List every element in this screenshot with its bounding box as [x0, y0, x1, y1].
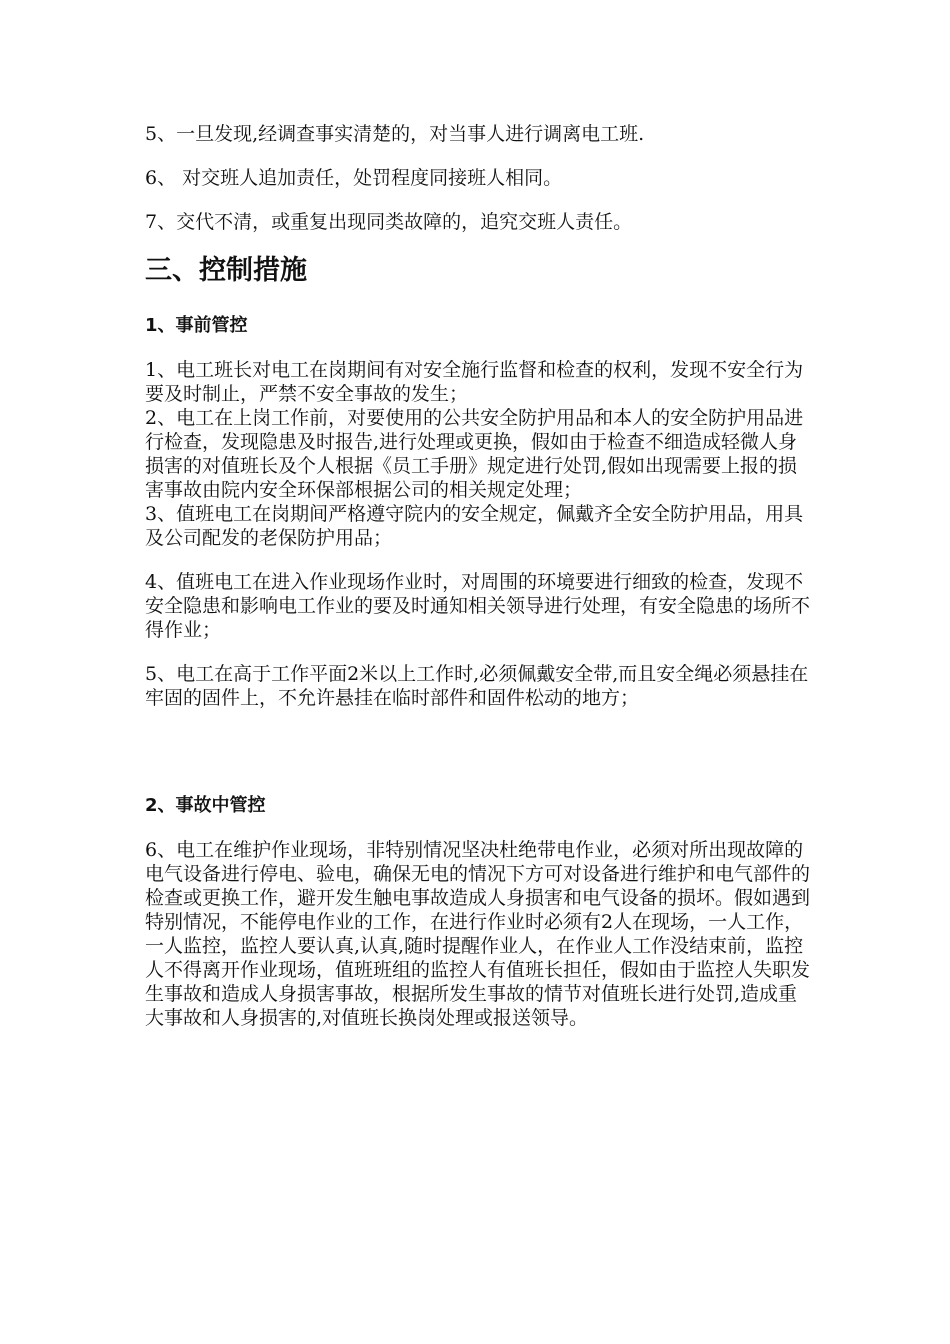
section-title: 三、控制措施: [145, 255, 307, 286]
paragraph: 5、电工在高于工作平面2米以上工作时,必须佩戴安全带,而且安全绳必须悬挂在牢固的固件上，不允许悬挂在临时部件和固件松动的地方；: [145, 663, 809, 709]
paragraph: 4、值班电工在进入作业现场作业时，对周围的环境要进行细致的检查，发现不安全隐患和影响电工作业的要及时通知相关领导进行处理，有安全隐患的场所不得作业；: [145, 571, 811, 641]
document-body: [145, 122, 810, 1030]
subsection-title-in-accident-control: 2、事故中管控: [145, 795, 266, 816]
paragraph: 1、电工班长对电工在岗期间有对安全施行监督和检查的权利，发现不安全行为要及时制止，严禁不安全事故的发生；: [145, 359, 804, 405]
paragraph: 2、电工在上岗工作前，对要使用的公共安全防护用品和本人的安全防护用品进行检查，发现隐患及时报告,进行处理或更换，假如由于检查不细造成轻微人身损害的对值班长及个人根据《员工手册》规定进行处罚,假如出现需要上报的损害事故由院内安全环保部根据公司的相关规定处理；: [145, 407, 804, 501]
list-item: 5、一旦发现,经调查事实清楚的，对当事人进行调离电工班.: [145, 123, 645, 145]
paragraph: 3、值班电工在岗期间严格遵守院内的安全规定，佩戴齐全安全防护用品，用具及公司配发的老保防护用品；: [145, 503, 804, 549]
list-item: 7、交代不清，或重复出现同类故障的，追究交班人责任。: [145, 211, 633, 233]
list-item: 6、 对交班人追加责任，处罚程度同接班人相同。: [145, 167, 563, 189]
subsection-title-pre-control: 1、事前管控: [145, 315, 248, 336]
paragraph: 6、电工在维护作业现场，非特别情况坚决杜绝带电作业，必须对所出现故障的电气设备进行停电、验电，确保无电的情况下方可对设备进行维护和电气部件的检查或更换工作，避开发生触电事故造成人身损害和电气设备的损坏。假如遇到特别情况，不能停电作业的工作，在进行作业时必须有2人在现场，一人工作，一人监控，监控人要认真,认真,随时提醒作业人，在作业人工作没结束前，监控人不得离开作业现场，值班班组的监控人有值班长担任，假如由于监控人失职发生事故和造成人身损害事故，根据所发生事故的情节对值班长进行处罚,造成重大事故和人身损害的,对值班长换岗处理或报送领导。: [145, 839, 811, 1029]
